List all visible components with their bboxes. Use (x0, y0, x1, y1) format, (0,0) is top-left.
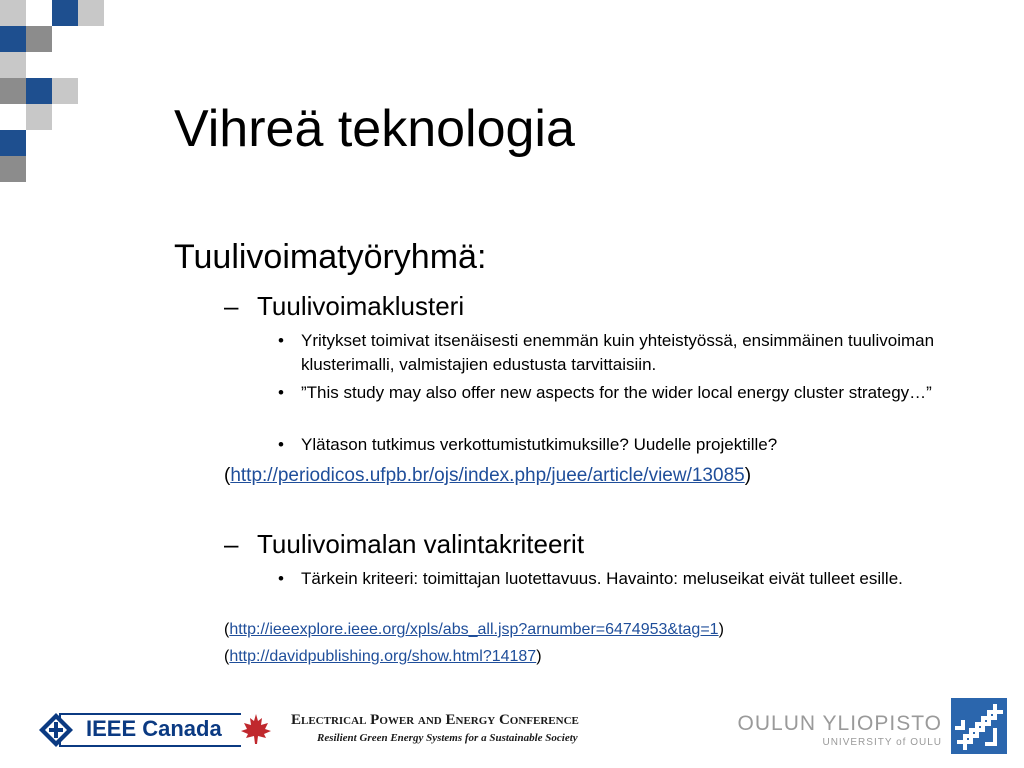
conference-title: Electrical Power and Energy Conference (291, 712, 579, 728)
dash-marker: – (224, 529, 239, 559)
ieee-logo-text: IEEE Canada (86, 716, 222, 741)
bullet-text: Yritykset toimivat itsenäisesti enemmän kuin yhteistyössä, ensimmäinen tuulivoiman klusterimalli, valmistajien edustusta tarvittaisiin. (301, 331, 935, 374)
ieee-diamond-icon (38, 712, 74, 748)
paren-open: ( (224, 648, 230, 665)
paren-close: ) (536, 648, 542, 665)
bullet-item (278, 329, 968, 377)
paren-close: ) (744, 465, 752, 486)
deco-square (52, 0, 78, 26)
university-subtitle: UNIVERSITY of OULU (822, 737, 942, 748)
deco-square (26, 78, 52, 104)
paren-open: ( (224, 465, 231, 486)
bullet-item (278, 433, 968, 457)
deco-square (0, 156, 26, 182)
deco-square (78, 0, 104, 26)
bullet-item (278, 381, 968, 405)
deco-square (26, 104, 52, 130)
conference-banner (291, 710, 651, 746)
conference-subtitle: Resilient Green Energy Systems for a Sustainable Society (317, 732, 578, 744)
oulu-emblem-icon (951, 698, 1007, 754)
bullet-text: Tärkein kriteeri: toimittajan luotettavuus. Havainto: meluseikat eivät tulleet esille. (301, 569, 903, 588)
deco-square (0, 130, 26, 156)
bullet-marker: • (278, 569, 284, 588)
deco-square (26, 26, 52, 52)
deco-square (0, 52, 26, 78)
slide-footer (0, 690, 1024, 768)
deco-square (0, 78, 26, 104)
paren-close: ) (718, 621, 724, 638)
subheading-label: Tuulivoimaklusteri (257, 291, 465, 321)
bullet-text: ”This study may also offer new aspects for the wider local energy cluster strategy…” (301, 383, 932, 402)
reference-link[interactable]: http://periodicos.ufpb.br/ojs/index.php/juee/article/view/13085 (230, 465, 745, 486)
ieee-canada-logo (38, 712, 278, 748)
deco-square (0, 26, 26, 52)
deco-square (0, 0, 26, 26)
slide-title: Vihreä teknologia (174, 100, 575, 158)
bullet-marker: • (278, 331, 284, 350)
deco-square (52, 78, 78, 104)
reference-link[interactable]: http://davidpublishing.org/show.html?14187 (229, 648, 537, 665)
bullet-item (278, 567, 968, 591)
reference-line (224, 464, 751, 488)
university-logo-text (736, 712, 942, 750)
university-name: OULUN YLIOPISTO (737, 712, 942, 735)
bullet-marker: • (278, 383, 284, 402)
bullet-marker: • (278, 435, 284, 454)
bullet-text: Ylätason tutkimus verkottumistutkimuksille? Uudelle projektille? (301, 435, 778, 454)
reference-link[interactable]: http://ieeexplore.ieee.org/xpls/abs_all.jsp?arnumber=6474953&tag=1 (229, 621, 719, 638)
subheading-label: Tuulivoimalan valintakriteerit (257, 529, 585, 559)
dash-marker: – (224, 291, 239, 321)
decorative-squares (0, 0, 104, 182)
reference-line (224, 646, 542, 668)
maple-leaf-icon (238, 712, 274, 746)
paren-open: ( (224, 621, 230, 638)
section-heading: Tuulivoimatyöryhmä: (174, 238, 487, 276)
reference-line (224, 619, 724, 641)
